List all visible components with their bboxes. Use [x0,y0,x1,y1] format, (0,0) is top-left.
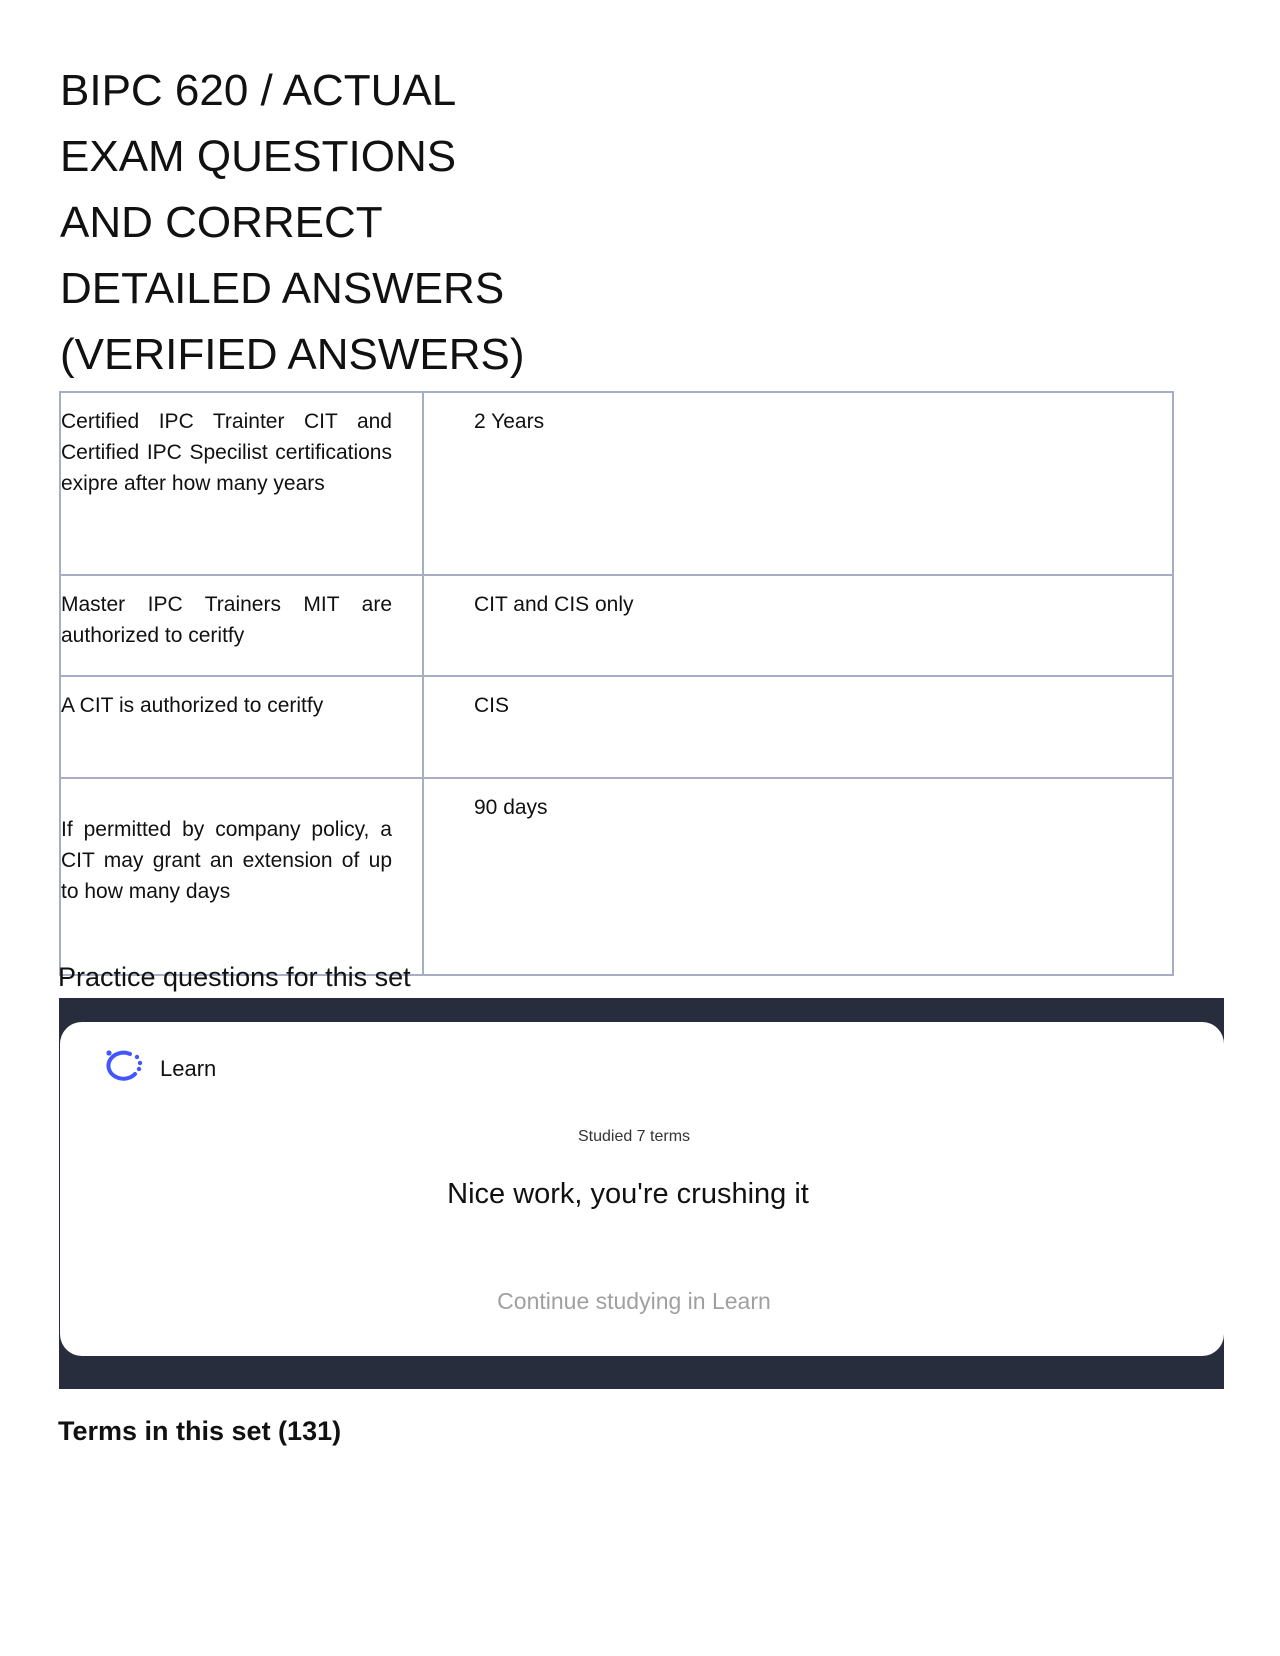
table-row [60,392,1173,575]
learn-loop-icon [100,1046,146,1086]
term-text: If permitted by company policy, a CIT may grant an extension of up to how many days [61,818,392,903]
definition-cell [423,676,1173,778]
definition-text: 2 Years [474,410,545,433]
definition-text: CIT and CIS only [474,593,634,616]
progress-message: Nice work, you're crushing it [447,1178,809,1210]
definition-text: CIS [474,694,510,717]
table-row [60,575,1173,676]
document-title [60,58,580,388]
table-row [60,676,1173,778]
definition-cell [423,575,1173,676]
continue-learn-button[interactable]: Continue studying in Learn [497,1288,771,1314]
definition-text: 90 days [474,796,548,819]
definition-cell [423,778,1173,975]
terms-heading: Terms in this set (131) [58,1416,342,1446]
qa-table [59,391,1174,976]
term-cell [60,778,423,975]
title-line: BIPC 620 / ACTUAL [60,66,457,115]
term-cell [60,575,423,676]
definition-cell [423,392,1173,575]
learn-title: Learn [160,1056,217,1081]
term-cell [60,392,423,575]
term-text: Master IPC Trainers MIT are authorized to ceritfy [61,593,392,647]
title-line: DETAILED ANSWERS [60,264,505,313]
table-row [60,778,1173,975]
term-text: Certified IPC Trainter CIT and Certified IPC Specilist certifications exipre after how many years [61,410,392,495]
learn-card[interactable] [60,1022,1224,1356]
practice-questions-label: Practice questions for this set [58,962,411,992]
studied-count: Studied 7 terms [577,1128,691,1145]
term-cell [60,676,423,778]
title-line: EXAM QUESTIONS [60,132,457,181]
term-text: A CIT is authorized to ceritfy [61,694,324,717]
title-line: (VERIFIED ANSWERS) [60,330,525,379]
title-line: AND CORRECT [60,198,383,247]
